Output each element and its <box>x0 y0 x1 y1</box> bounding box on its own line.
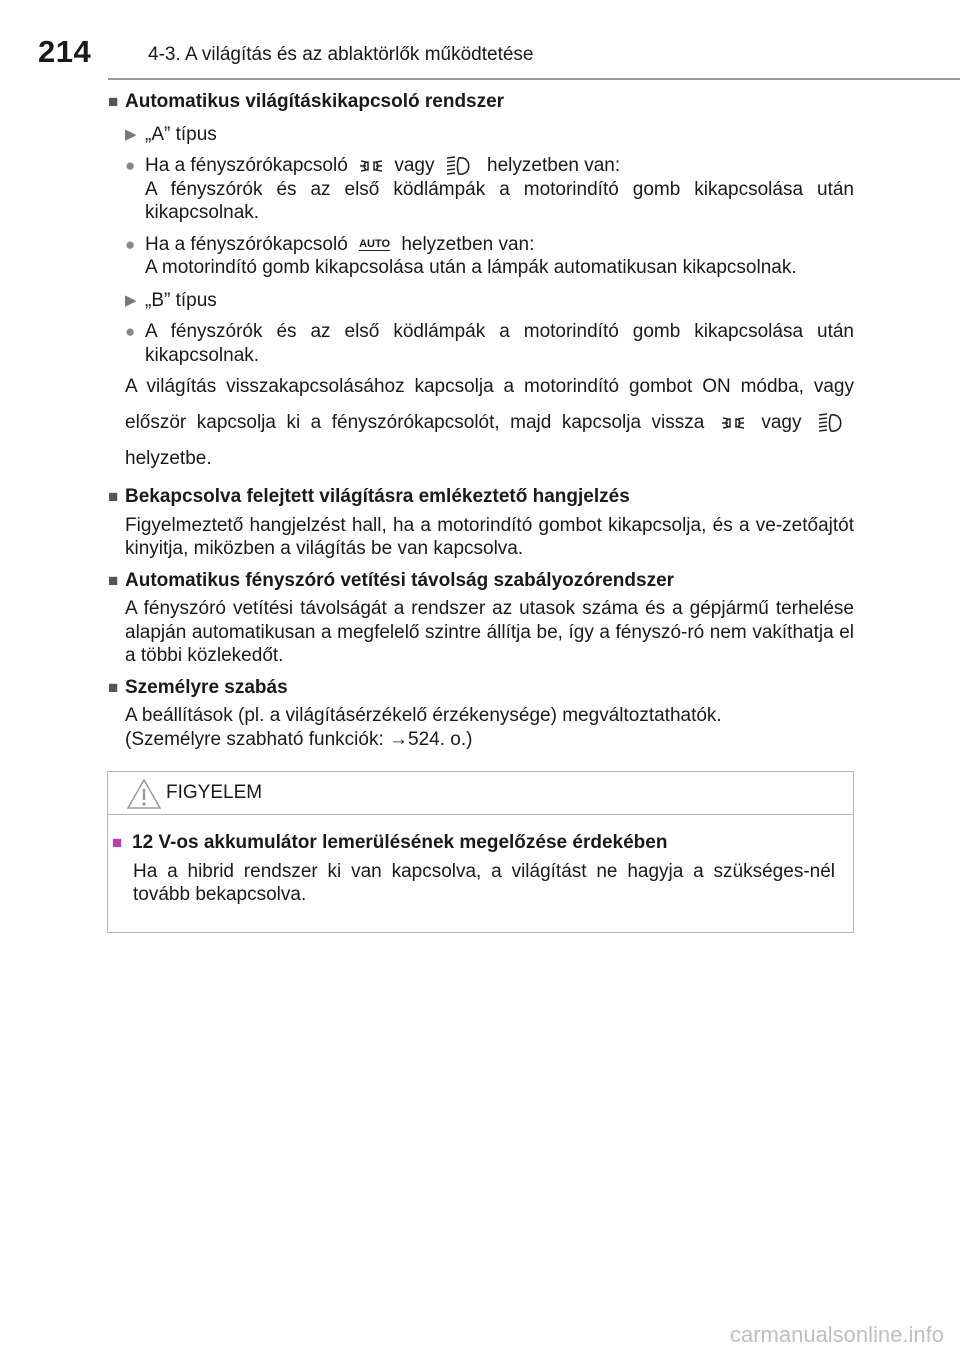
list-item: ● Ha a fényszórókapcsoló AUTO helyzetben van: A motorindító gomb kikapcsolása után a lámpák automatikusan kikapcsolnak. <box>125 233 797 278</box>
warning-text: Ha a hibrid rendszer ki van kapcsolva, a világítást ne hagyja a szükséges-nél tovább bekapcsolva. <box>133 860 835 905</box>
magenta-square-icon: ■ <box>112 833 123 852</box>
page-content <box>108 90 854 751</box>
warning-body <box>108 815 853 907</box>
page-header <box>0 0 960 80</box>
heading-reminder: ■ Bekapcsolva felejtett világításra emlékeztető hangjelzés <box>108 486 630 507</box>
square-bullet-icon: ■ <box>108 677 119 697</box>
square-bullet-icon: ■ <box>108 570 119 590</box>
dot-bullet-icon: ● <box>125 234 136 254</box>
square-bullet-icon: ■ <box>108 92 119 111</box>
triangle-bullet-icon: ▶ <box>125 291 137 309</box>
dot-bullet-icon: ● <box>125 156 136 175</box>
page-number: 214 <box>38 34 92 69</box>
parking-lights-icon <box>721 415 745 431</box>
headlights-icon <box>818 413 848 433</box>
leveling-text: A fényszóró vetítési távolságát a rendszer az utasok száma és a gépjármű terhelése alapján automatikusan a megfelelő szintre állítja be, így a fényszó-ró nem vakíthatja el a többi közlekedőt. <box>125 598 854 666</box>
warning-header <box>108 772 853 815</box>
warning-label: FIGYELEM <box>166 782 263 803</box>
heading-leveling: ■ Automatikus fényszóró vetítési távolság szabályozórendszer <box>108 569 675 591</box>
list-item: ● Ha a fényszórókapcsoló vagy helyzetben van: A fényszórók és az első ködlámpák a motorindító gomb kikapcsolása után kikapcsolnak. <box>125 155 854 223</box>
custom-text: A beállítások (pl. a világításérzékelő érzékenysége) megváltoztathatók. (Személyre szabható funkciók: →524. o.) <box>125 705 722 750</box>
list-item: ● A fényszórók és az első ködlámpák a motorindító gomb kikapcsolása után kikapcsolnak. <box>125 321 854 366</box>
heading-auto-off: ■ Automatikus világításkikapcsoló rendszer <box>108 91 505 112</box>
triangle-bullet-icon: ▶ <box>125 125 137 143</box>
watermark: carmanualsonline.info <box>729 1322 944 1347</box>
dot-bullet-icon: ● <box>125 322 136 341</box>
headlights-icon <box>446 156 476 176</box>
restore-paragraph: A világítás visszakapcsolásához kapcsolja a motorindító gombot ON módba, vagy először kapcsolja ki a fényszórókapcsolót, majd kapcsolja vissza vagy helyzetbe. <box>125 376 854 469</box>
header-rule <box>108 78 960 80</box>
heading-custom: ■ Személyre szabás <box>108 676 288 698</box>
square-bullet-icon: ■ <box>108 487 119 506</box>
type-a-label: ▶ „A” típus <box>125 123 217 145</box>
warning-box <box>107 771 854 933</box>
section-title: 4-3. A világítás és az ablaktörlők működtetése <box>148 44 534 65</box>
type-b-label: ▶ „B” típus <box>125 289 217 311</box>
auto-mode-icon: AUTO <box>359 237 391 250</box>
parking-lights-icon <box>359 158 383 174</box>
warning-heading: ■ 12 V-os akkumulátor lemerülésének megelőzése érdekében <box>112 832 668 853</box>
reminder-text: Figyelmeztető hangjelzést hall, ha a motorindító gombot kikapcsolja, és a ve-zetőajtót kinyitja, miközben a világítás be van kapcsolva. <box>125 514 854 559</box>
warning-triangle-icon <box>126 778 162 810</box>
